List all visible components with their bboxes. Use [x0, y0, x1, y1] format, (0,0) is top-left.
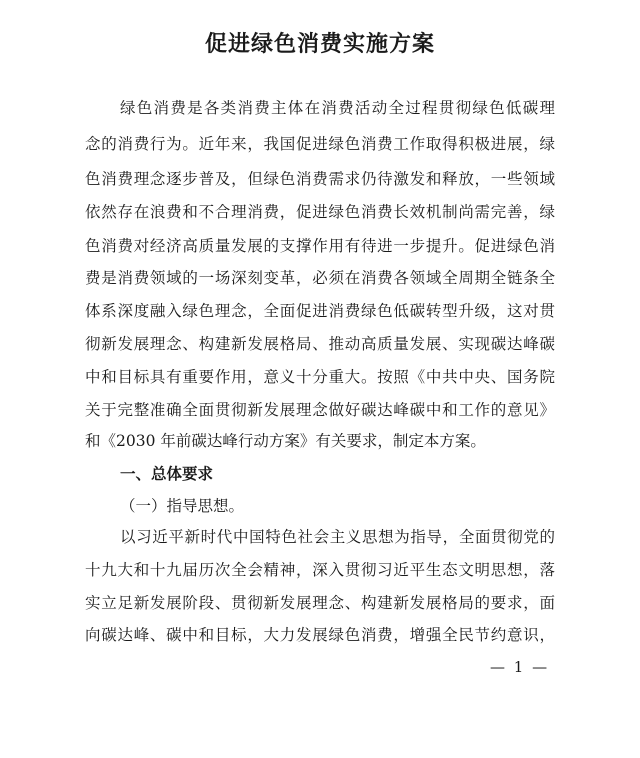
paragraph-line: 以习近平新时代中国特色社会主义思想为指导，全面贯彻党的: [120, 528, 555, 546]
paragraph-line: 彻新发展理念、构建新发展格局、推动高质量发展、实现碳达峰碳: [85, 335, 555, 353]
paragraph-line: 关于完整准确全面贯彻新发展理念做好碳达峰碳中和工作的意见》: [85, 401, 555, 419]
paragraph-line: 和《2030 年前碳达峰行动方案》有关要求，制定本方案。: [85, 432, 486, 450]
paragraph-line: 念的消费行为。近年来，我国促进绿色消费工作取得积极进展，绿: [85, 135, 555, 153]
document-title: 促进绿色消费实施方案: [204, 32, 435, 57]
section-heading: 一、总体要求: [120, 465, 214, 483]
paragraph-line: 十九大和十九届历次全会精神，深入贯彻习近平生态文明思想，落: [85, 561, 555, 579]
page-number: — 1 —: [490, 658, 550, 676]
paragraph-line: 向碳达峰、碳中和目标，大力发展绿色消费，增强全民节约意识，: [85, 626, 555, 644]
paragraph-line: 费是消费领域的一场深刻变革，必须在消费各领域全周期全链条全: [85, 269, 555, 287]
paragraph-line: 色消费对经济高质量发展的支撑作用有待进一步提升。促进绿色消: [85, 237, 555, 255]
paragraph-line: 中和目标具有重要作用，意义十分重大。按照《中共中央、国务院: [85, 368, 555, 386]
paragraph-line: 绿色消费是各类消费主体在消费活动全过程贯彻绿色低碳理: [120, 99, 555, 117]
paragraph-line: 依然存在浪费和不合理消费，促进绿色消费长效机制尚需完善，绿: [85, 203, 555, 221]
paragraph-line: 体系深度融入绿色理念，全面促进消费绿色低碳转型升级，这对贯: [85, 302, 555, 320]
paragraph-line: 实立足新发展阶段、贯彻新发展理念、构建新发展格局的要求，面: [85, 594, 555, 612]
paragraph-line: 色消费理念逐步普及，但绿色消费需求仍待激发和释放，一些领域: [85, 170, 555, 188]
subsection-heading: （一）指导思想。: [120, 497, 245, 515]
